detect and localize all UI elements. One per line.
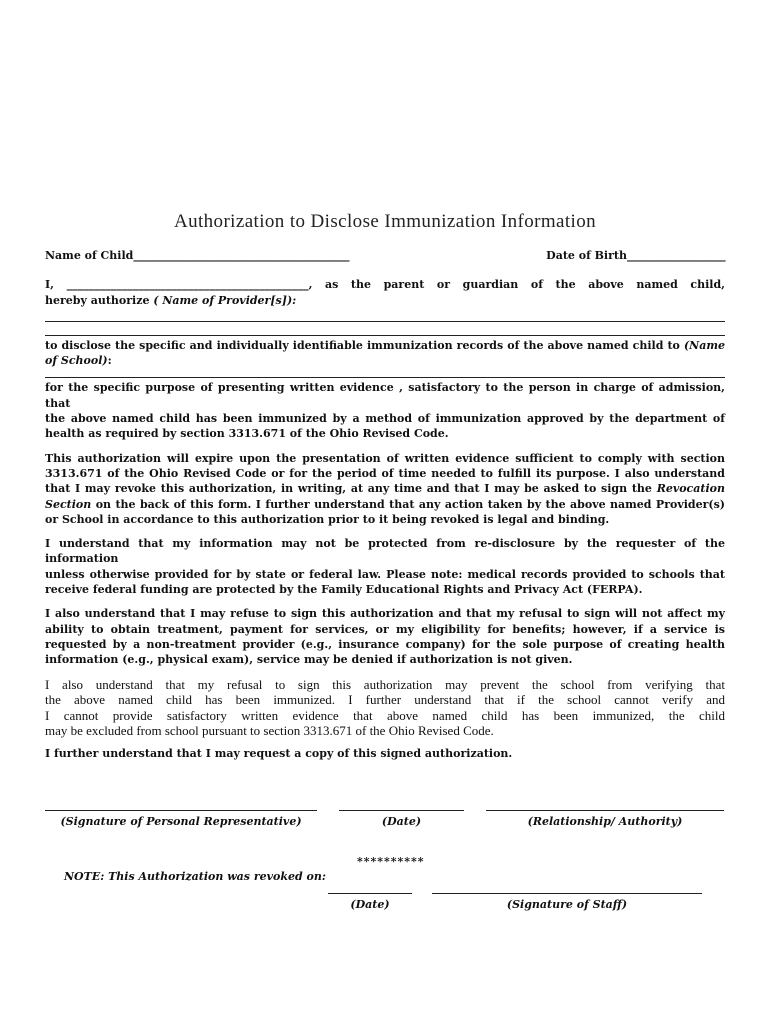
school-label-b: of School): [45, 354, 108, 368]
staff-signature-caption: (Signature of Staff): [506, 898, 628, 911]
provider-blank-1[interactable]: [45, 321, 725, 322]
p6-line-d: information (e.g., physical exam), service may be denied if authorization is not given.: [45, 653, 573, 667]
signature-date-block: [339, 810, 464, 828]
signature-rep-block: [45, 810, 317, 828]
p7-line-a: I also understand that my refusal to sign this authorization may prevent the school from verifying that: [45, 676, 725, 692]
staff-date-caption: (Date): [350, 898, 390, 911]
section-label: Section: [45, 497, 92, 511]
revocation-label: Revocation: [656, 482, 725, 496]
separator-stars: **********: [357, 855, 425, 868]
p4-line-b: 3313.671 of the Ohio Revised Code or for the period of time needed to fulfill its purpose. I also understand: [45, 466, 725, 480]
p5-line-b: unless otherwise provided for by state or federal law. Please note: medical records provided to schools that: [45, 567, 725, 581]
p7-paragraph: [45, 677, 725, 739]
signature-date-caption: (Date): [381, 815, 422, 828]
disclose-text: to disclose the specific and individually identifiable immunization records of the above named child to: [45, 338, 680, 352]
p3-line-b: the above named child has been immunized by a method of immunization approved by the department of: [45, 412, 725, 426]
dob-label: Date of Birth: [546, 249, 627, 262]
provider-label: ( Name of Provider[s]):: [153, 293, 297, 307]
revocation-note: NOTE: This Authorization was revoked on:: [64, 870, 326, 883]
dob-blank: ____________________: [626, 249, 725, 262]
relationship-line[interactable]: [486, 810, 724, 811]
p8-line: I further understand that I may request a copy of this signed authorization.: [45, 746, 513, 760]
signature-rep-line[interactable]: [45, 810, 317, 811]
child-name-label: Name of Child: [45, 249, 134, 262]
p7-line-d: may be excluded from school pursuant to section 3313.671 of the Ohio Revised Code.: [45, 723, 494, 739]
p4-line-c-text: that I may revoke this authorization, in writing, at any time and that I may be asked to sign the: [45, 482, 652, 496]
provider-blank-2[interactable]: [45, 335, 725, 336]
p3-line-a: for the specific purpose of presenting written evidence , satisfactory to the person in charge of admission, that: [45, 381, 725, 410]
signature-rep-caption: (Signature of Personal Representative): [60, 815, 302, 828]
p5-line-c: receive federal funding are protected by the Family Educational Rights and Privacy Act (FERPA).: [45, 583, 643, 597]
document-title: Authorization to Disclose Immunization Information: [173, 211, 597, 232]
child-name-field[interactable]: [45, 248, 349, 263]
p4-line-e: or School in accordance to this authorization prior to it being revoked is legal and binding.: [45, 512, 610, 526]
child-name-blank: ____________________________________________: [133, 249, 349, 262]
relationship-caption: (Relationship/ Authority): [527, 815, 683, 828]
p6-line-b: ability to obtain treatment, payment for services, or my eligibility for benefits; however, if a service is: [45, 622, 725, 636]
relationship-block: [486, 810, 724, 828]
dob-field[interactable]: [546, 248, 725, 263]
staff-signature-block: [432, 893, 702, 911]
school-label-line: [45, 353, 725, 368]
p4-line-a: This authorization will expire upon the presentation of written evidence sufficient to comply with section: [45, 451, 725, 465]
child-info-row: [45, 248, 725, 263]
p5-line-a: I understand that my information may not be protected from re-disclosure by the requester of the information: [45, 537, 725, 566]
staff-signature-line[interactable]: [432, 893, 702, 894]
school-colon: :: [107, 354, 112, 368]
p4-line-d: [45, 497, 725, 512]
authorize-line: [45, 293, 725, 308]
p7-line-c: I cannot provide satisfactory written evidence that above named child has been immunized, the child: [45, 707, 725, 723]
p3-line-c: health as required by section 3313.671 of the Ohio Revised Code.: [45, 427, 449, 441]
form-body: [45, 248, 725, 761]
p4-line-d-text: on the back of this form. I further understand that any action taken by the above named Provider(s): [95, 497, 725, 511]
staff-date-line[interactable]: [328, 893, 412, 894]
p6-line-c: requested by a non-treatment provider (e.g., insurance company) for the sole purpose of creating health: [45, 637, 725, 651]
authorize-text: hereby authorize: [45, 293, 150, 307]
school-label-a: (Name: [683, 338, 725, 352]
staff-date-block: [328, 893, 412, 911]
parent-name-line[interactable]: I, ____________________________________________, as the parent or guardian of the above named child,: [45, 278, 725, 292]
p4-line-c: [45, 481, 725, 496]
disclose-line: [45, 338, 725, 353]
school-blank[interactable]: [45, 377, 725, 378]
p6-line-a: I also understand that I may refuse to sign this authorization and that my refusal to sign will not affect my: [45, 607, 725, 621]
p7-line-b: the above named child has been immunized. I further understand that if the school cannot verify and: [45, 692, 725, 708]
signature-date-line[interactable]: [339, 810, 464, 811]
